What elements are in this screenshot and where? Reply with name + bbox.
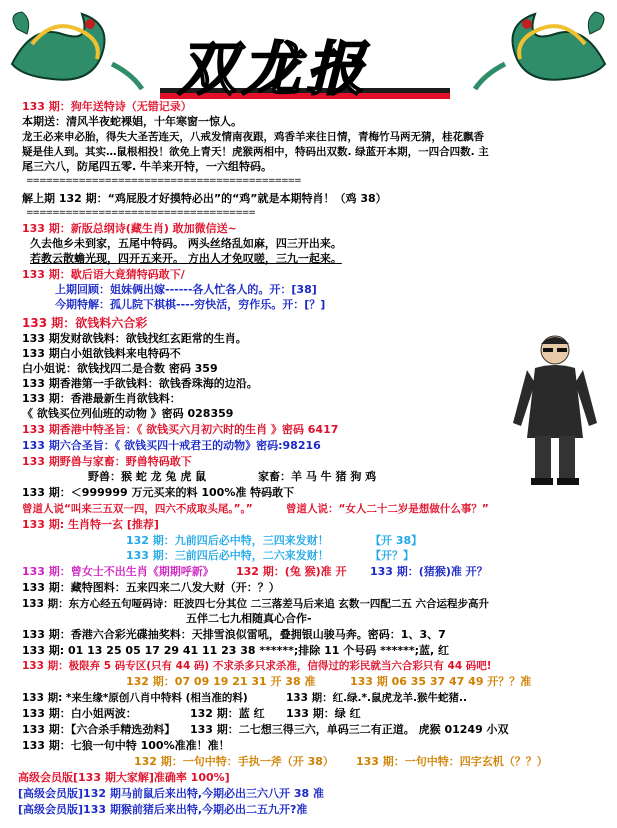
left-dragon-image [2,4,152,94]
line-zeng-saying-2: 曾道人说：“女人二十二岁是想做什么事？” [286,503,489,515]
limit-zone-label: 133 期：极限弃 5 码专区(只有 44 码) 不求杀多只求杀准，信得过的彩民就当六合彩只有 44 码吧! [22,660,492,672]
separator-2: =================================== [26,208,255,218]
title-banner [160,18,450,103]
line-zeng-lady-curr: 133 期：(猪猴)准 开？ [370,565,488,578]
man-figure-image [505,328,605,488]
line-prev-result: 【开 38】 [370,534,423,547]
line-prev-front-back: 132 期：九前四后必中特，三四来发财！ [126,534,329,547]
line-poem-1: 龙王必来申必胎，得失大圣苦连天，八戒发情南夜跟，鸡香羊来往日情，青梅竹马两无猜，桂花飘香 [22,131,484,143]
line-hidden-picture: 133 期：藏特图料：五来四来二八发大财（开：？） [22,581,280,594]
line-hk-decree: 133 期香港中特圣旨：《 欲钱买六月初六时的生肖 》密码 6417 [22,423,339,436]
line-zodiac-poem-1: 久去他乡未到家，五尾中特码。 两头丝络乱如麻，四三开出来。 [30,237,342,250]
line-xiehouyu-title: 133 期：歇后语大竟猜特码敢下/ [22,268,185,281]
line-riddle-answer: 解上期 132 期：“鸡屁股才好摸特必出”的“鸡”就是本期特肖！（鸡 38） [22,192,387,205]
line-eight-zodiac: 133 期: *来生缘*原创八肖中特料 (相当准的料) [22,692,248,704]
right-dragon-image [465,4,615,94]
line-livestock: 家畜：羊 马 牛 猪 狗 鸡 [258,470,377,483]
line-money-2: 133 期白小姐欲钱料来电特码不 [22,347,181,360]
line-vip-curr: [高级会员版]133 期猴前猪后来出特,今期必出二五九开?准 [18,803,308,816]
line-money-6: 《 欲钱买位列仙班的动物 》密码 028359 [22,407,234,420]
line-exclude-numbers: 133 期: 01 13 25 05 17 29 41 11 23 38 ******;排除 11 个号码 ******;蓝, 红 [22,644,450,657]
line-curr-front-back: 133 期：三前四后必中特，二六来发财！ [126,549,329,562]
line-beast-title: 133 期野兽与家畜：野兽特码敢下 [22,455,192,468]
line-two-waves: 133 期：白小姐两波： [22,707,137,720]
line-money-title: 133 期：欲钱料六合彩 [22,316,148,330]
line-two-waves-prev: 132 期：蓝 红 [190,707,265,720]
separator-1: ========================================== [26,176,301,186]
line-money-1: 133 期发财欲钱料：欲钱找红玄距常的生肖。 [22,332,247,345]
line-sutra-poem-2: 五伴二七九相随真心合作- [186,612,312,625]
page-title: 双龙报 [178,35,371,103]
line-eight-zodiac-value: 133 期：红.绿.*.鼠虎龙羊.猴牛蛇猪.. [286,692,467,704]
line-two-waves-curr: 133 期：绿 红 [286,707,361,720]
line-expensive-tip: 133 期：＜999999 万元买来的料 100%准 特码敢下 [22,486,295,499]
line-vip-prev: [高级会员版]132 期马前鼠后来出特,今期必出三六八开 38 准 [18,787,324,800]
line-poem-send: 本期送：清风半夜蛇裸娼，十年寒窗一惊人。 [22,115,242,128]
line-killer-title: 133 期：【六合杀手精选劲料】 [22,723,176,736]
line-zodiac-poem-title: 133 期：新版总纲诗(藏生肖) 敢加微信送~ [22,222,237,235]
line-poem-3: 尾三六八，防尾四五零. 牛羊来开特，一六组特码。 [22,160,273,173]
line-limit-zone [22,659,492,673]
line-sutra-poem: 133 期：东方心经五句哑码诗：旺波四七分其位 二三落差马后来追 玄数一四配二五 六合运程步高升 [22,598,490,610]
line-money-5: 133 期：香港最新生肖欲钱料： [22,392,181,405]
line-poem-title: 133 期：狗年送特诗（无错记录） [22,100,192,113]
line-killer-tip: 133 期：二七想三得三六，单码三二有正道。 虎猴 01249 小双 [190,723,509,736]
line-zeng-saying-1: 曾道人说“叫来三五双一四，四六不成取头尾。”。” [22,503,253,515]
line-one-sentence-prev: 132 期：一句中特：手执一斧（开 38） [134,755,334,768]
line-curr-numbers: 133 期 06 35 37 47 49 开？？准 [350,675,532,688]
line-last-review: 上期回顾：姐妹俩出嫁------各人忙各人的。开：[38] [55,283,317,296]
line-money-4: 133 期香港第一手欲钱料：欲钱香珠海的边沿。 [22,377,258,390]
line-vip-title: 高级会员版[133 期大家解]准确率 100%] [18,771,230,784]
line-curr-result: 【开？】 [370,549,414,562]
line-liuhe-decree: 133 期六合圣旨：《 欲钱买四十戒君王的动物》密码:98216 [22,439,321,452]
line-poem-2: 疑是佳人到。其实…鼠根相投！欲免上青天！虎猴两相中，特码出双数. 绿蓝开本期，一四合四数. 主 [22,146,489,158]
line-disc-draw: 133 期：香港六合彩光碟抽奖料：天排雪浪似雷吼，叠拥银山骏马奔。密码：1、3、7 [22,628,446,641]
line-zodiac-recommend: 133 期: 生肖特一玄 [推荐] [22,518,159,531]
line-zodiac-poem-2: 若教云散蟾光现，四开五来开。 方出人才免叹嗟，三九一起来。 [30,252,342,265]
line-this-period: 今期特解：孤儿院下棋棋----穷快活，穷作乐。开：[？] [55,298,326,311]
line-money-3: 白小姐说：欲钱找四二是合数 密码 359 [22,362,218,375]
line-prev-numbers: 132 期：07 09 19 21 31 开 38 准 [126,675,316,688]
line-zeng-lady-title: 133 期：曾女士不出生肖《期期呼新》 [22,565,214,578]
line-one-sentence-curr: 133 期：一句中特：四字玄机（？？） [356,755,548,768]
line-seven-wolf: 133 期：七狼一句中特 100%准准！准！ [22,739,230,752]
line-zeng-lady-prev: 132 期：(兔 猴)准 开 [236,565,347,578]
line-wild-beasts: 野兽：猴 蛇 龙 兔 虎 鼠 [88,470,207,483]
